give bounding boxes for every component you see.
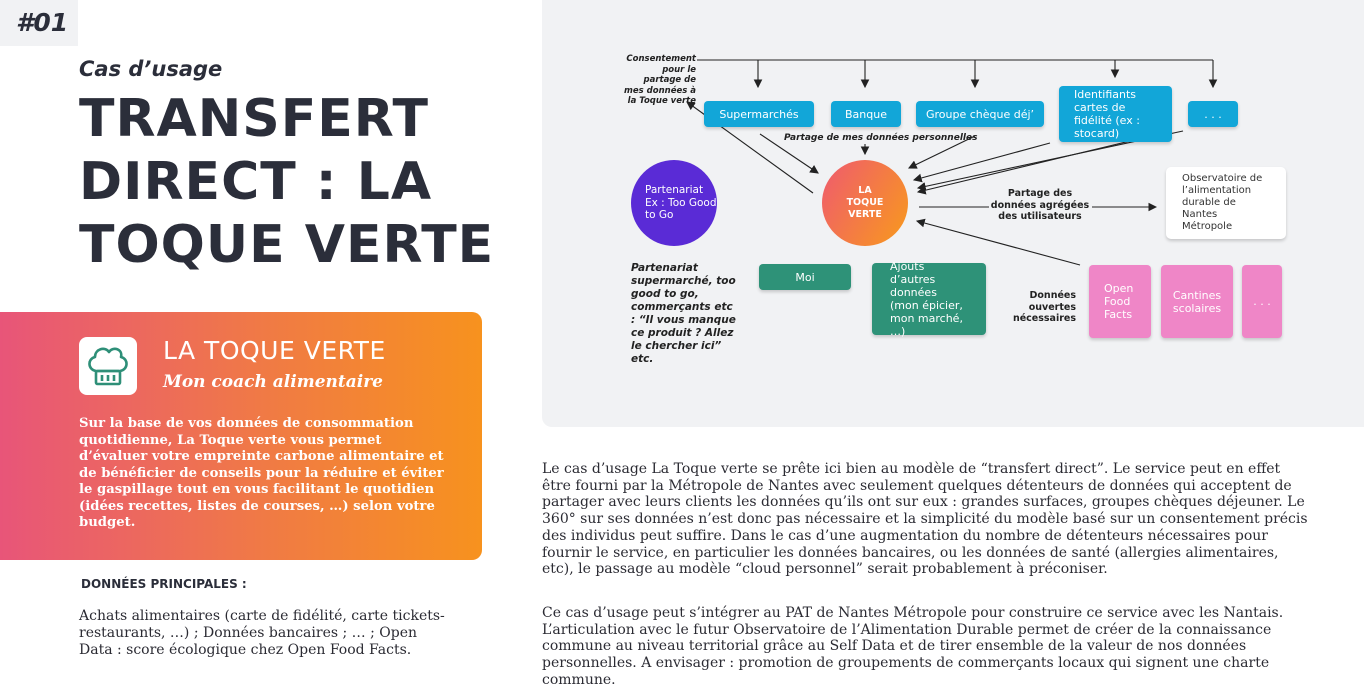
- moi-box: Moi: [759, 264, 851, 290]
- source-more: . . .: [1188, 101, 1238, 127]
- app-subtitle: Mon coach alimentaire: [163, 372, 383, 392]
- case-number: #01: [16, 8, 69, 37]
- cantines-box: Cantines scolaires: [1161, 265, 1233, 338]
- diagram-panel: [542, 0, 1364, 427]
- open-food-facts-box: Open Food Facts: [1089, 265, 1151, 338]
- body-paragraph-2: Ce cas d’usage peut s’intégrer au PAT de Nantes Métropole pour construire ce service avec les Nantais. L’articulation avec le futur Observatoire de l’Alimentation Durable permet de créer de la connaissance commune au niveau territorial grâce au Self Data et de tirer ensemble de la valeur de nos données personnelles. A envisager : promotion de groupements de commerçants locaux qui signent une charte commune.: [542, 605, 1284, 688]
- partner-label: Partenariat Ex : Too Good to Go: [645, 184, 717, 222]
- toque-verte-label: LA TOQUE VERTE: [846, 185, 884, 220]
- open-more-box: . . .: [1242, 265, 1282, 338]
- partner-circle: [631, 160, 717, 246]
- toque-verte-circle: [822, 160, 908, 246]
- observatoire-box: Observatoire de l’alimentation durable de Nantes Métropole: [1166, 167, 1286, 239]
- chef-hat-icon: [79, 337, 137, 395]
- consent-label: Consentement pour le partage de mes données à la Toque verte: [624, 54, 696, 106]
- app-description: Sur la base de vos données de consommation quotidienne, La Toque verte vous permet d’évaluer votre empreinte carbone alimentaire et de bénéficier de conseils pour la réduire et éviter le gaspillage tout en vous facilitant le quotidien (idées recettes, listes de courses, …) selon votre budget.: [79, 416, 444, 530]
- source-banque: Banque: [831, 101, 901, 127]
- page-title: TRANSFERT DIRECT : LA TOQUE VERTE: [79, 89, 495, 275]
- open-data-label: Données ouvertes nécessaires: [1012, 290, 1076, 324]
- app-name: LA TOQUE VERTE: [163, 336, 386, 365]
- source-groupe-cheque: Groupe chèque déj’: [916, 101, 1044, 127]
- ajouts-box: Ajouts d’autres données (mon épicier, mon marché, …): [872, 263, 986, 335]
- body-paragraph-1: Le cas d’usage La Toque verte se prête ici bien au modèle de “transfert direct”. Le service peut en effet être fourni par la Métropole de Nantes avec seulement quelques détenteurs de données qui acceptent de partager avec leurs clients les données qu’ils ont sur eux : grandes surfaces, groupes chèques déjeuner. Le 360° sur ses données n’est donc pas nécessaire et la simplicité du modèle basé sur un consentement précis des individus peut suffire. Dans le cas d’une augmentation du nombre de détenteurs nécessaires pour fournir le service, en particulier les données bancaires, ou les données de santé (allergies alimentaires, etc), le passage au modèle “cloud personnel” serait probablement à préconiser.: [542, 461, 1308, 578]
- aggregated-label: Partage des données agrégées des utilisateurs: [990, 188, 1090, 222]
- share-label: Partage de mes données personnelles: [784, 133, 978, 143]
- donnees-heading: DONNÉES PRINCIPALES :: [81, 577, 247, 591]
- donnees-text: Achats alimentaires (carte de fidélité, carte tickets-restaurants, …) ; Données bancaires ; … ; Open Data : score écologique chez Open Food Facts.: [79, 608, 445, 658]
- kicker: Cas d’usage: [79, 57, 223, 81]
- source-cartes-fidelite: Identifiants cartes de fidélité (ex : stocard): [1059, 86, 1172, 142]
- partner-note: Partenariat supermarché, too good to go, commerçants etc : “Il vous manque ce produit ? Allez le chercher ici” etc.: [631, 262, 736, 365]
- source-supermarches: Supermarchés: [704, 101, 814, 127]
